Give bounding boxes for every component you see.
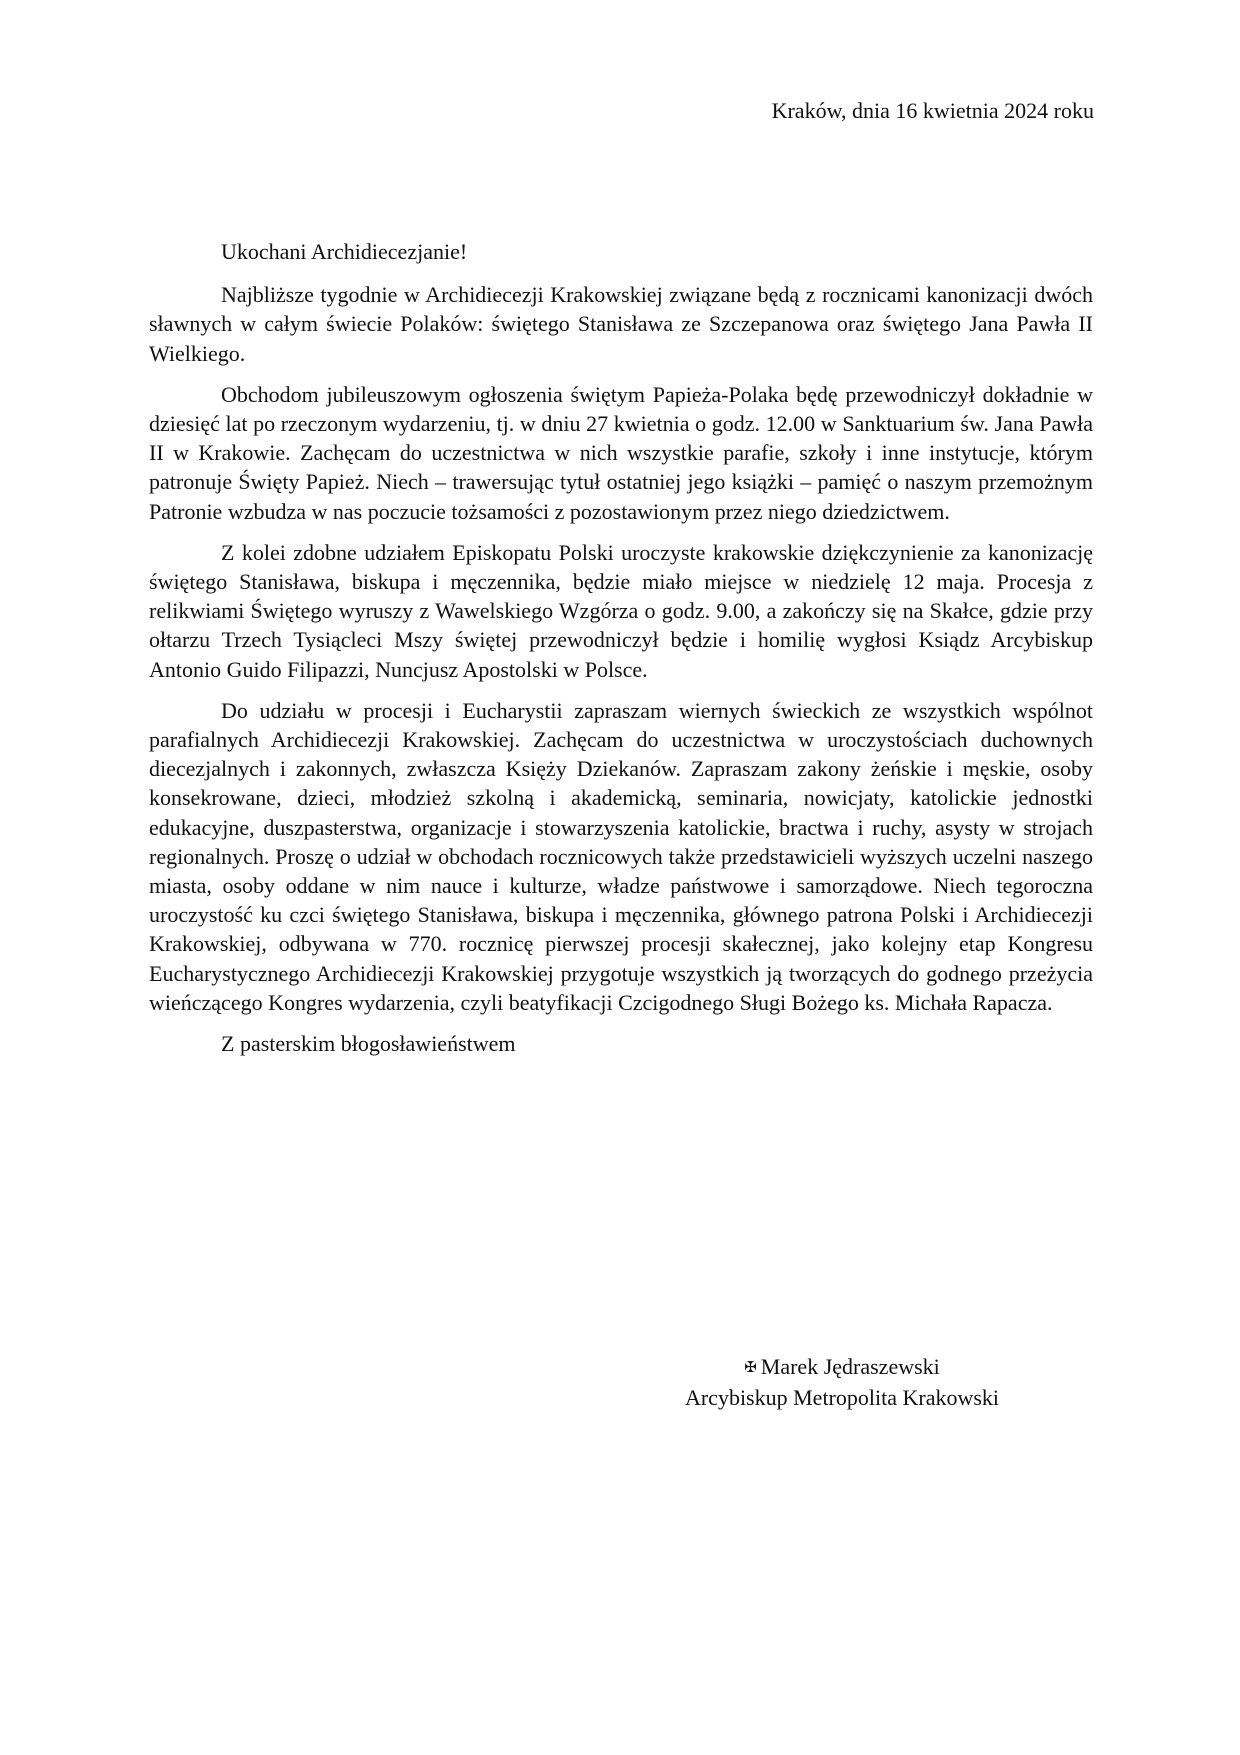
closing-line: Z pasterskim błogosławieństwem xyxy=(221,1031,516,1057)
signatory-name: Marek Jędraszewski xyxy=(760,1354,940,1379)
signatory-name-line xyxy=(652,1352,1032,1383)
signatory-title: Arcybiskup Metropolita Krakowski xyxy=(684,1385,1000,1410)
date-line: Kraków, dnia 16 kwietnia 2024 roku xyxy=(771,98,1094,123)
salutation: Ukochani Archidiecezjanie! xyxy=(221,239,468,264)
cross-icon: ✠ xyxy=(744,1360,757,1376)
signature-block xyxy=(652,1352,1032,1413)
paragraph-3: Z kolei zdobne udziałem Episkopatu Polski uroczyste krakowskie dziękczynienie za kanonizację świętego Stanisława, biskupa i męczennika, będzie miało miejsce w niedzielę 12 maja. Procesja z relikwiami Świętego wyruszy z Wawelskiego Wzgórza o godz. 9.00, a zakończy się na Skałce, gdzie przy ołtarzu Trzech Tysiącleci Mszy świętej przewodniczył będzie i homilię wygłosi Ksiądz Arcybiskup Antonio Guido Filipazzi, Nuncjusz Apostolski w Polsce. xyxy=(149,539,1093,682)
paragraph-2: Obchodom jubileuszowym ogłoszenia świętym Papieża-Polaka będę przewodniczył dokładnie w dziesięć lat po rzeczonym wydarzeniu, tj. w dniu 27 kwietnia o godz. 12.00 w Sanktuarium św. Jana Pawła II w Krakowie. Zachęcam do uczestnictwa w nich wszystkie parafie, szkoły i inne instytucje, którym patronuje Święty Papież. Niech – trawersując tytuł ostatniej jego książki – pamięć o naszym przemożnym Patronie wzbudza w nas poczucie tożsamości z pozostawionym przez niego dziedzictwem. xyxy=(149,381,1093,524)
paragraph-4: Do udziału w procesji i Eucharystii zapraszam wiernych świeckich ze wszystkich wspólnot parafialnych Archidiecezji Krakowskiej. Zachęcam do uczestnictwa w uroczystościach duchownych diecezjalnych i zakonnych, zwłaszcza Księży Dziekanów. Zapraszam zakony żeńskie i męskie, osoby konsekrowane, dzieci, młodzież szkolną i akademicką, seminaria, nowicjaty, katolickie jednostki edukacyjne, duszpasterstwa, organizacje i stowarzyszenia katolickie, bractwa i ruchy, asysty w strojach regionalnych. Proszę o udział w obchodach rocznicowych także przedstawicieli wyższych uczelni naszego miasta, osoby oddane w nim nauce i kulturze, władze państwowe i samorządowe. Niech tegoroczna uroczystość ku czci świętego Stanisława, biskupa i męczennika, głównego patrona Polski i Archidiecezji Krakowskiej, odbywana w 770. rocznicę pierwszej procesji skałecznej, jako kolejny etap Kongresu Eucharystycznego Archidiecezji Krakowskiej przygotuje wszystkich ją tworzących do godnego przeżycia wieńczącego Kongres wydarzenia, czyli beatyfikacji Czcigodnego Sługi Bożego ks. Michała Rapacza. xyxy=(149,697,1093,1015)
paragraph-1: Najbliższe tygodnie w Archidiecezji Krakowskiej związane będą z rocznicami kanonizacji dwóch sławnych w całym świecie Polaków: świętego Stanisława ze Szczepanowa oraz świętego Jana Pawła II Wielkiego. xyxy=(149,282,1093,366)
letter-body xyxy=(149,237,1093,1058)
